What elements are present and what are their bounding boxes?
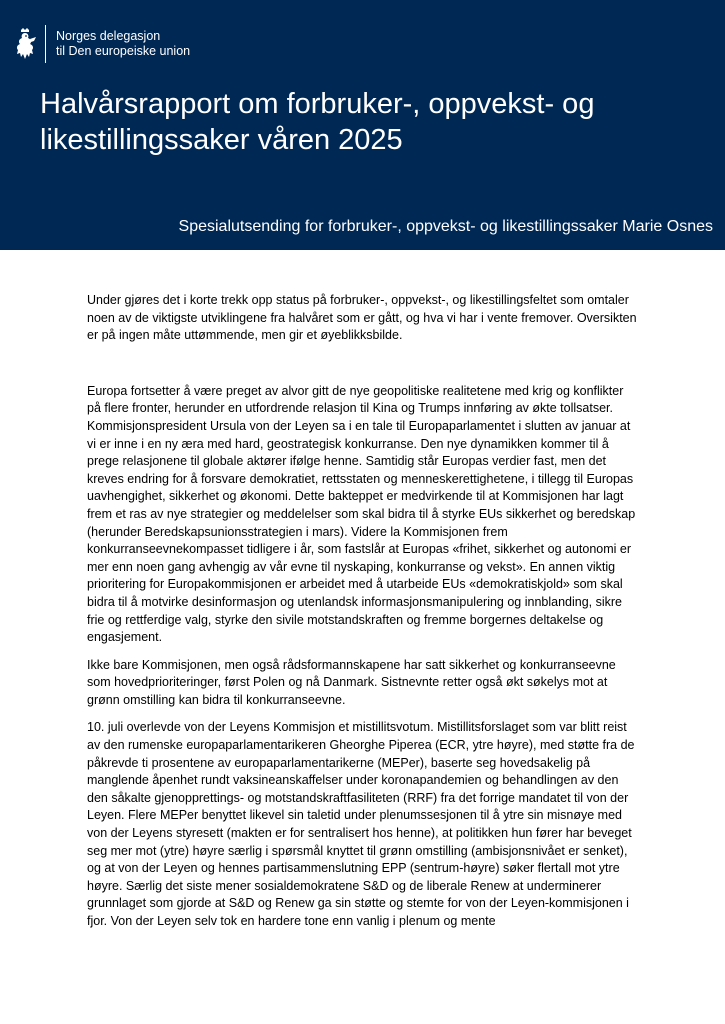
report-header <box>0 0 725 250</box>
logo-divider <box>45 25 46 63</box>
body-paragraph-2: Ikke bare Kommisjonen, men også rådsformannskapene har satt sikkerhet og konkurranseevne som hovedprioriteringer, først Polen og nå Danmark. Sistnevnte retter også økt søkelys mot at grønn omstilling kan bidra til konkurranseevne. <box>87 657 616 707</box>
organization-name-line-2: til Den europeiske union <box>56 44 191 58</box>
report-subtitle: Spesialutsending for forbruker-, oppvekst- og likestillingssaker Marie Osnes <box>178 218 713 235</box>
report-title: Halvårsrapport om forbruker-, oppvekst- og likestillingssaker våren 2025 <box>40 88 595 156</box>
intro-paragraph: Under gjøres det i korte trekk opp status på forbruker-, oppvekst-, og likestillingsfeltet som omtaler noen av de viktigste utviklingene fra halvåret som er gått, og hva vi har i vente fremover. Oversikten er på ingen måte uttømmende, men gir et øyeblikksbilde. <box>87 293 637 343</box>
body-paragraph-1: Europa fortsetter å være preget av alvor gitt de nye geopolitiske realitetene med krig og konflikter på flere fronter, herunder en utfordrende relasjon til Kina og Trumps innføring av økte tollsatser. Kommisjonspresident Ursula von der Leyen sa i en tale til Europaparlamentet i slutten av januar at vi er inne i en ny æra med hard, geostrategisk konkurranse. Den nye dynamikken kommer til å prege relasjonene til globale aktører ifølge henne. Samtidig står Europas verdier fast, men det kreves endring for å forsvare demokratiet, rettsstaten og menneskerettighetene, i tillegg til Europas uavhengighet, sikkerhet og økonomi. Dette bakteppet er medvirkende til at Kommisjonen har lagt frem et ras av nye strategier og meddelelser som skal bidra til å styrke EUs sikkerhet og beredskap (herunder Beredskapsunionsstrategien i mars). Videre la Kommisjonen frem konkurranseevnekompasset tidligere i år, som fastslår at Europas «frihet, sikkerhet og autonomi er mer enn noen gang avhengig av vår evne til nyskaping, konkurranse og vekst». En annen viktig prioritering for Europakommisjonen er arbeidet med å utarbeide EUs «demokratiskjold» som skal bidra til å motvirke desinformasjon og utenlandsk informasjonsmanipulering og innblanding, sikre frie og rettferdige valg, styrke den sivile motstandskraften og fremme borgernes deltakelse og engasjement. <box>87 383 636 645</box>
report-body <box>87 292 639 941</box>
organization-name <box>56 29 190 59</box>
organization-name-line-1: Norges delegasjon <box>56 29 161 43</box>
body-paragraph-3: 10. juli overlevde von der Leyens Kommisjon et mistillitsvotum. Mistillitsforslaget som var blitt reist av den rumenske europaparlamentarikeren Gheorghe Piperea (ECR, ytre høyre), med støtte fra de påkrevde ti prosentene av europaparlamentarikerne (MEPer), baserte seg hovedsakelig på manglende åpenhet rundt vaksineanskaffelser under koronapandemien og behandlingen av den den såkalte gjenopprettings- og motstandskraftfasiliteten (RRF) fra det forrige mandatet til von der Leyen. Flere MEPer benyttet likevel sin taletid under plenumssesjonen til å ytre sin misnøye med von der Leyens styresett (makten er for sentralisert hos henne), at politikken hun fører har beveget seg mer mot (ytre) høyre særlig i spørsmål knyttet til grønn omstilling (ambisjonsnivået er senket), og at von der Leyen og hennes partisammenslutning EPP (sentrum-høyre) søker flertall mot ytre høyre. Særlig det siste mener sosialdemokratene S&D og de liberale Renew at underminerer grunnlaget som gjorde at S&D og Renew ga sin støtte og stemte for von der Leyen-kommisjonen i fjor. Von der Leyen selv tok en hardere tone enn vanlig i plenum og mente <box>87 720 635 928</box>
